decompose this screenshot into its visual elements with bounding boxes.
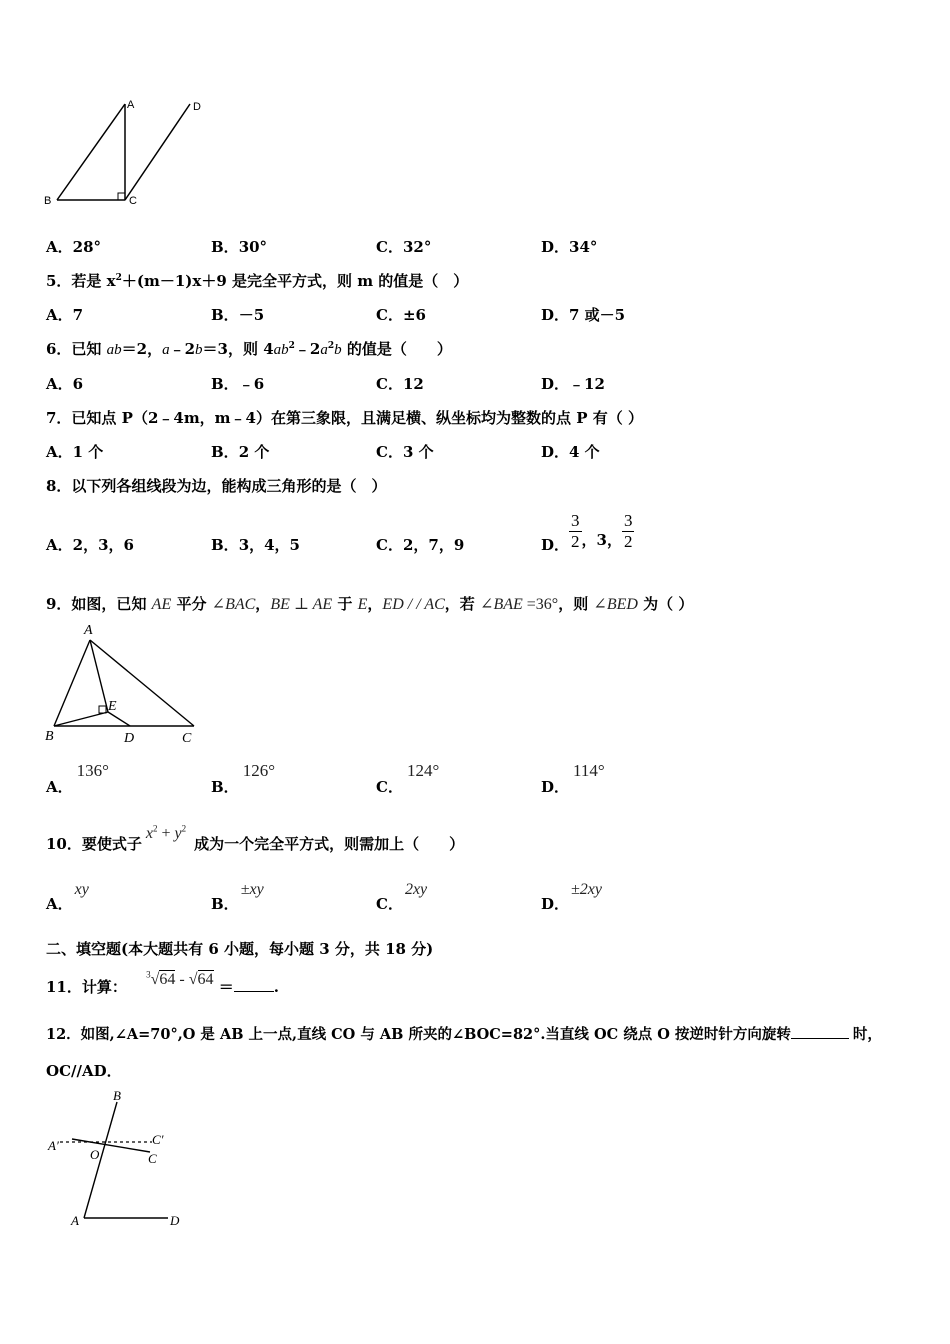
segment-ae [90, 640, 108, 712]
fraction-2: $\frac{3}{2}$ [623, 511, 633, 551]
q5-option-b: B．－5 [211, 306, 265, 324]
q5-option-c: C．±6 [376, 306, 426, 324]
q4-option-d: D．34° [541, 238, 598, 256]
label-d: D [193, 101, 201, 113]
q5-option-d: D．7 或－5 [541, 306, 626, 324]
figure-triangle-abc [40, 96, 215, 212]
q7-option-b: B．2 个 [211, 443, 270, 461]
q8-question: 8．以下列各组线段为边，能构成三角形的是（ ） [46, 477, 387, 495]
q9-option-b: B．126° [211, 761, 275, 796]
segment-ab [54, 640, 90, 726]
label-c: C [182, 731, 192, 746]
label-e: E [108, 699, 117, 714]
label-c: C [148, 1151, 157, 1166]
q6-option-c: C．12 [376, 375, 424, 393]
q5-option-a: A．7 [46, 306, 84, 324]
segment-ab [84, 1102, 117, 1218]
label-c-prime: C′ [152, 1132, 164, 1147]
figure-rotation-q12 [40, 1088, 200, 1238]
segment-ed [108, 712, 130, 726]
q7-option-d: D．4 个 [541, 443, 600, 461]
q12-question-line1: 12．如图,∠A=70°,O 是 AB 上一点,直线 CO 与 AB 所夹的∠BOC=82°.当直线 OC 绕点 O 按逆时针方向旋转 时， [46, 1026, 882, 1043]
q9-option-a: A．136° [46, 761, 109, 796]
q8-option-d: D． $\frac{3}{2}$ ，3， $\frac{3}{2}$ [541, 511, 633, 554]
label-b: B [44, 195, 52, 207]
q6-option-a: A．6 [46, 375, 84, 393]
q11-expression: $^3$√64 - √64 [146, 969, 214, 988]
segment-ab [57, 104, 125, 200]
label-a: A [127, 99, 135, 111]
section-2-title: 二、填空题(本大题共有 6 小题，每小题 3 分，共 18 分) [46, 940, 434, 958]
q8-option-c: C．2，7，9 [376, 536, 465, 554]
label-b: B [113, 1088, 121, 1103]
q10-option-c: C．2xy [376, 881, 428, 913]
q6-option-b: B．﹣6 [211, 375, 265, 393]
segment-cd [125, 104, 190, 200]
label-d: D [170, 1213, 180, 1228]
q7-option-c: C．3 个 [376, 443, 434, 461]
label-a-prime: A′ [48, 1138, 59, 1153]
right-angle-mark [99, 706, 106, 713]
q4-option-c: C．32° [376, 238, 432, 256]
fraction-1: $\frac{3}{2}$ [571, 511, 580, 551]
q6-question: 6．已知 ab＝2，a﹣2b＝3，则 $4ab^2﹣2a^2b$ 的值是（ ） [46, 340, 452, 358]
q6-option-d: D．﹣12 [541, 375, 605, 393]
q9-option-c: C．124° [376, 761, 440, 796]
q11-answer-blank[interactable] [234, 991, 274, 992]
label-a: A [71, 1213, 79, 1228]
q9-option-d: D．114° [541, 761, 605, 796]
q12-answer-blank[interactable] [791, 1038, 849, 1039]
q8-option-b: B．3，4，5 [211, 536, 300, 554]
q8-option-a: A．2，3，6 [46, 536, 134, 554]
label-a: A [84, 623, 93, 638]
q10-expression: $x^2 + y^2$ [145, 823, 187, 842]
right-angle-mark [118, 193, 125, 200]
label-b: B [45, 729, 54, 744]
q11-question: 11．计算： $^3$√64 - √64 ＝ . [46, 969, 279, 996]
q7-option-a: A．1 个 [46, 443, 104, 461]
q10-option-b: B．±xy [211, 881, 264, 913]
line-oc [72, 1139, 150, 1152]
label-c: C [129, 195, 137, 207]
q4-option-a: A．28° [46, 238, 102, 256]
q4-option-b: B．30° [211, 238, 268, 256]
q7-question: 7．已知点 P（2﹣4m，m﹣4）在第三象限，且满足横、纵坐标均为整数的点 P 有（ ） [46, 409, 643, 427]
figure-triangle-q9 [40, 618, 210, 748]
q9-question: 9．如图，已知 AE 平分 ∠BAC，BE ⊥ AE 于 E，ED / / AC，若 ∠BAE =36°，则 ∠BED 为（ ） [46, 595, 694, 613]
q10-option-d: D．±2xy [541, 881, 602, 913]
label-o: O [90, 1147, 100, 1162]
q5-question: 5．若是 $x^2+(m-1)x+9$ 是完全平方式，则 m 的值是（ ） [46, 272, 469, 290]
q10-question: 10．要使式子$x^2 + y^2$成为一个完全平方式，则需加上（ ） [46, 823, 465, 853]
label-d: D [124, 731, 135, 746]
q12-question-line2: OC//AD． [46, 1062, 122, 1080]
segment-be [54, 712, 108, 726]
q10-option-a: A．xy [46, 881, 89, 913]
